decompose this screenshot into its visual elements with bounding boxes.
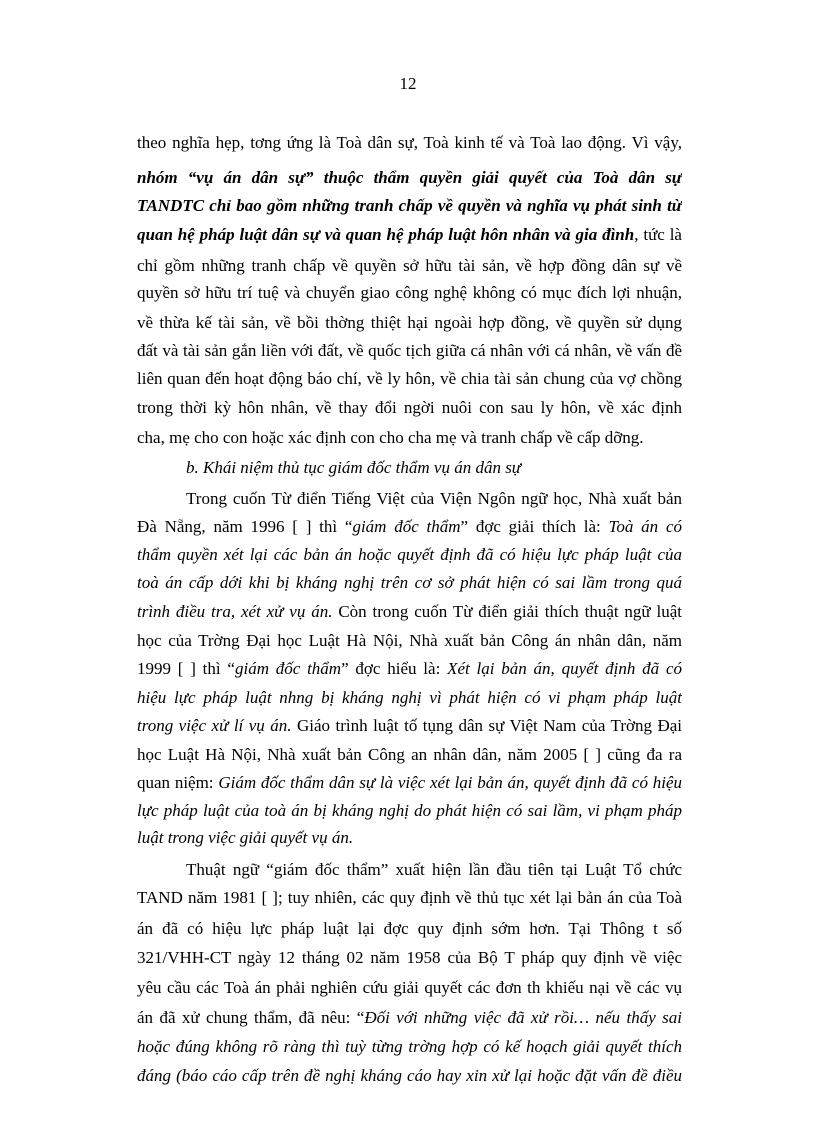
- text-line: [137, 571, 682, 597]
- text-segment: Thuật ngữ “giám đốc thẩm” xuất hiện lần đầu tiên tại Luật Tổ chức: [186, 860, 682, 879]
- text-segment: học Luật Hà Nội, Nhà xuất bản Công an nhân dân, năm 2005 [ ] cũng đa ra: [137, 745, 682, 764]
- text-line: [137, 826, 682, 852]
- text-line: [186, 487, 682, 513]
- text-line: [137, 600, 682, 626]
- text-segment: Giáo trình luật tố tụng dân sự Việt Nam của Trờng Đại: [291, 716, 682, 735]
- text-line: [137, 976, 682, 1002]
- text-line: [137, 1064, 682, 1090]
- text-segment: toà án cấp dới khi bị kháng nghị trên cơ sở phát hiện có sai lầm trong quá: [137, 573, 682, 592]
- text-line: [137, 1035, 682, 1061]
- text-segment: giám đốc thẩm: [352, 517, 461, 536]
- text-segment: án đã xử chung thẩm, đã nêu: “: [137, 1008, 365, 1027]
- text-segment: lực pháp luật của toà án bị kháng nghị do phát hiện có sai lầm, vi phạm pháp: [137, 801, 682, 820]
- text-line: [137, 223, 682, 249]
- text-segment: về thừa kế tài sản, về bồi thờng thiệt hại ngoài hợp đồng, về quyền sử dụng: [137, 313, 682, 332]
- text-line: [137, 367, 682, 393]
- text-line: [137, 686, 682, 712]
- text-segment: yêu cầu các Toà án phải nghiên cứu giải quyết các đơn th khiếu nại về các vụ: [137, 978, 682, 997]
- text-line: [137, 886, 682, 912]
- text-line: [137, 515, 682, 541]
- text-line: [137, 657, 682, 683]
- text-segment: Xét lại bản án, quyết định đã có: [447, 659, 682, 678]
- text-segment: thẩm quyền xét lại các bản án hoặc quyết định đã có hiệu lực pháp luật của: [137, 545, 682, 564]
- text-segment: học của Trờng Đại học Luật Hà Nội, Nhà xuất bản Công án nhân dân, năm: [137, 631, 682, 650]
- text-segment: trong thời kỳ hôn nhân, về thay đổi ngời nuôi con sau ly hôn, về xác định: [137, 398, 682, 417]
- text-line: [137, 194, 682, 220]
- text-segment: , tức là: [634, 225, 682, 244]
- text-segment: án đã có hiệu lực pháp luật lại đợc quy định sớm hơn. Tại Thông t số: [137, 919, 682, 938]
- text-segment: quan niệm:: [137, 773, 219, 792]
- text-line: [137, 714, 682, 740]
- text-line: [137, 426, 682, 452]
- text-segment: giám đốc thẩm: [234, 659, 342, 678]
- text-segment: liên quan đến hoạt động báo chí, về ly hôn, về chia tài sản chung của vợ chồng: [137, 369, 682, 388]
- text-segment: 321/VHH-CT ngày 12 tháng 02 năm 1958 của Bộ T pháp quy định về việc: [137, 948, 682, 967]
- text-segment: hoặc đúng không rõ ràng thì tuỳ từng trờng hợp có kế hoạch giải quyết thích: [137, 1037, 682, 1056]
- text-line: [137, 396, 682, 422]
- text-segment: hiệu lực pháp luật nhng bị kháng nghị vì phát hiện có vi phạm pháp luật: [137, 688, 682, 707]
- text-line: [137, 281, 682, 307]
- text-line: [137, 543, 682, 569]
- text-segment: TANDTC chỉ bao gồm những tranh chấp về quyền và nghĩa vụ phát sinh từ: [137, 196, 682, 215]
- text-segment: Đối với những việc đã xử rồi… nếu thấy sai: [364, 1008, 682, 1027]
- text-line: [137, 771, 682, 797]
- text-line: [137, 1006, 682, 1032]
- text-segment: 1999 [ ] thì “: [137, 659, 235, 678]
- text-segment: Giám đốc thẩm dân sự là việc xét lại bản án, quyết định đã có hiệu: [218, 773, 682, 792]
- text-segment: đáng (báo cáo cấp trên đề nghị kháng cáo hay xin xử lại hoặc đặt vấn đề điều: [137, 1066, 682, 1085]
- text-segment: ” đợc hiểu là:: [341, 659, 448, 678]
- text-segment: b. Khái niệm thủ tục giám đốc thẩm vụ án dân sự: [186, 458, 522, 477]
- text-segment: luật trong việc giải quyết vụ án.: [137, 828, 354, 847]
- text-segment: TAND năm 1981 [ ]; tuy nhiên, các quy định về thủ tục xét lại bản án của Toà: [137, 888, 682, 907]
- text-line: [137, 629, 682, 655]
- text-line: [137, 946, 682, 972]
- text-line: [137, 339, 682, 365]
- text-segment: Đà Nẵng, năm 1996 [ ] thì “: [137, 517, 353, 536]
- text-segment: ” đợc giải thích là:: [460, 517, 609, 536]
- text-line: [186, 456, 682, 482]
- text-segment: Còn trong cuốn Từ điển giải thích thuật ngữ luật: [332, 602, 682, 621]
- text-segment: chỉ gồm những tranh chấp về quyền sở hữu tài sản, về hợp đồng dân sự về: [137, 256, 682, 275]
- text-line: [137, 166, 682, 192]
- text-segment: trình điều tra, xét xử vụ án.: [137, 602, 333, 621]
- text-line: [137, 917, 682, 943]
- text-line: [186, 858, 682, 884]
- text-line: [137, 743, 682, 769]
- text-line: [137, 254, 682, 280]
- text-line: [137, 131, 682, 157]
- text-segment: Trong cuốn Từ điển Tiếng Việt của Viện Ngôn ngữ học, Nhà xuất bản: [186, 489, 682, 508]
- text-segment: theo nghĩa hẹp, tơng ứng là Toà dân sự, Toà kinh tế và Toà lao động. Vì vậy,: [137, 133, 682, 152]
- text-segment: quan hệ pháp luật dân sự và quan hệ pháp luật hôn nhân và gia đình: [137, 225, 635, 244]
- text-segment: đất và tài sản gắn liền với đất, về quốc tịch giữa cá nhân với cá nhân, về vấn đề: [137, 341, 682, 360]
- text-line: [137, 311, 682, 337]
- text-segment: nhóm “vụ án dân sự” thuộc thẩm quyền giải quyết của Toà dân sự: [137, 168, 682, 187]
- text-segment: Toà án có: [608, 517, 682, 536]
- page-number: 12: [399, 74, 417, 93]
- text-segment: cha, mẹ cho con hoặc xác định con cho cha mẹ và tranh chấp về cấp dỡng.: [137, 428, 644, 447]
- text-line: [137, 799, 682, 825]
- text-segment: quyền sở hữu trí tuệ và chuyển giao công nghệ không có mục đích lợi nhuận,: [137, 283, 682, 302]
- text-segment: trong việc xử lí vụ án.: [137, 716, 292, 735]
